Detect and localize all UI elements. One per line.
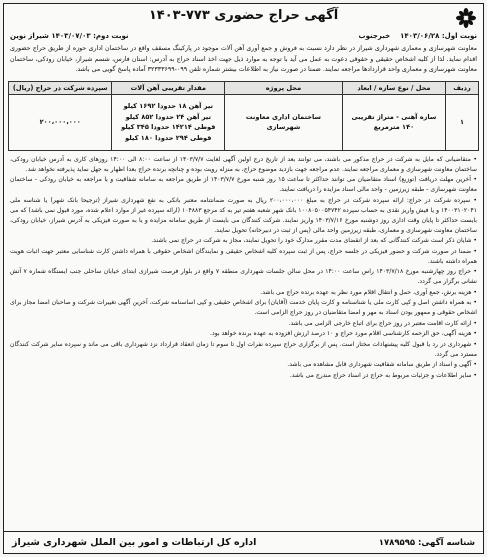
quantity-line: تیر آهن ۲۴ حدودا ۸۵۲ کیلو	[125, 112, 211, 121]
auction-notice	[3, 3, 484, 554]
first-publish-date: نوبت اول: ۱۴۰۳/۰۶/۲۸	[400, 31, 477, 40]
condition-item: • هزینه برش، جمع آوری، حمل و انتقال اقلام مورد نظر به عهده برنده حراج می باشد.	[260, 288, 477, 296]
quantity-line: تیر آهن ۱۸ حدودا ۱۶۹۲ کیلو	[123, 102, 213, 111]
col-row: ردیف	[446, 81, 479, 94]
intro-paragraph: معاونت شهرسازی و معماری شهرداری شیراز در نظر دارد نسبت به فروش و جمع آوری آهن آلات موجود در پارکینگ مسقف واقع در ساختمان اداری حوزه از طریق حراج حضوری اقدام نماید. لذا از کلیه اشخاص حقیقی و حقوقی دعوت به عمل می آید با توجه به موارد ذیل جهت اخذ اسناد حراج به آدرس: استان فارس، شسم شیراز، خیابان رودکی، ساختمان معاونت شهرسازی و معماری واحد قراردادها مراجعه نمایند. ضمنا در صورت نیاز به اطلاعات بیشتر شماره تلفن ۰۹۹-۳۲۳۳۳۶۹۹ آماده پاسخ گویی می باشد.	[10, 45, 477, 74]
quantity-line: قوطی ۱۴۲۱۴ حدودا ۳۴۵ کیلو	[121, 123, 216, 132]
condition-item: • ارائه کارت اقامت معتبر در روز حراج برای اتباع خارجی الزامی می باشد.	[288, 319, 477, 327]
cell-row: ۱	[446, 94, 479, 150]
condition-item: • آخرین مهلت دریافت (توزیع) اسناد متقاضیان می توانند حداکثر تا ساعت ۱۵ روز شنبه مورخ ۱۴۰۳/۷/۷ از طریق مراجعه به سامانه شفافیت و یا مراجعه به خیابان رودکی - ساختمان معاونت شهرسازی - طبقه زیرزمین - واحد مالی اسناد مزایده را دریافت نمایند.	[10, 176, 477, 194]
first-publisher: خبرجنوب	[358, 31, 391, 40]
cell-deposit: ۲۰۰،۰۰۰،۰۰۰	[9, 94, 112, 150]
col-location: محل پروژه	[225, 81, 343, 94]
publisher-org: اداره کل ارتباطات و امور بین الملل شهرداری شیراز	[12, 537, 257, 548]
notice-footer	[4, 531, 483, 553]
condition-item: • متقاضیانی که مایل به شرکت در حراج مذکور می باشند، می توانند بعد از تاریخ درج اولین آگهی لغایت ۱۴۰۳/۷/۷ از ساعت ۸:۰۰ الی ۱۴:۰۰ روزهای کاری به آدرس خیابان رودکی، ساختمان معاونت شهرسازی و معماری مراجعه نمایند. عدم مراجعه جهت بازدید موضوع حراج، به منزله رویت بوده و چنانچه برنده حراج بعدا اظهار به جهل نماید پذیرفته نخواهد شد.	[10, 155, 477, 173]
condition-item: • شهرداری در رد یا قبول کلیه پیشنهادات مختار است. پس از برگزاری حراج سپرده نفرات اول تا سوم تا زمان انعقاد قرارداد نزد شهرداری باقی می ماند و سپرده سایر شرکت کنندگان مسترد می گردد.	[10, 340, 477, 358]
condition-item: • حراج روز چهارشنبه مورخ ۱۴۰۳/۷/۱۸ راس ساعت ۱۴:۰۰ در محل سالن جلسات شهرداری منطقه ۷ واقع در بلوار فرصت شیرازی ابتدای خیابان ساحلی جنب ایستگاه شماره ۷ آتش نشانی برگزار می گردد.	[10, 268, 477, 286]
col-type: محل / نوع سازه / ابعاد	[342, 81, 445, 94]
col-quantity: مقدار تقریبی آهن آلات	[112, 81, 225, 94]
items-table	[8, 81, 479, 151]
col-deposit: سپرده شرکت در حراج (ریال)	[9, 81, 112, 94]
condition-item: • سایر اطلاعات و جزئیات مربوط به حراج در اسناد حراج مندرج می باشد.	[289, 371, 477, 379]
table-header-row	[9, 81, 479, 94]
cell-type: سازه آهنی - متراژ تقریبی ۱۴۰ مترمربع	[342, 94, 445, 150]
notice-title: آگهی حراج حضوری ۷۷۳-۱۴۰۳	[148, 8, 339, 23]
condition-item: • به همراه داشتن اصل و کپی کارت ملی یا شناسنامه و کارت پایان خدمت (آقایان) برای اشخاص حقیقی و کپی اساسنامه شرکت، آخرین آگهی تغییرات شرکت و صاحبان امضا مجاز برای اشخاص حقوقی و ممهور بودن اسناد به مهر و امضا متقاضیان در روز حراج الزامی است.	[10, 299, 477, 317]
publish-info	[4, 30, 483, 42]
second-publisher: شیراز نوین	[10, 31, 49, 40]
condition-item: • شایان ذکر است شرکت کنندگانی که بعد از انقضای مدت مقرر مدارک خود را تحویل نمایند، مجاز به شرکت در حراج نمی باشند.	[151, 237, 477, 245]
ad-number: شناسه آگهی: ۱۷۸۹۵۹۵	[378, 537, 475, 548]
condition-item: • آگهی و اسناد از طریق سامانه شفافیت شهرداری قابل مشاهده می باشد.	[287, 361, 477, 369]
condition-item: • سپرده شرکت در حراج: ارائه سپرده شرکت در حراج به مبلغ ۲۰۰،۰۰۰،۰۰۰ ریال به صورت ضمانتنامه معتبر بانکی به نفع شهرداری شیراز (ترجیحا بانک شهر) یا شناسه ملی ۱۴۰۰۳۱۰۲۰۴۱ و یا فیش واریز نقدی به حساب سپرده ۱۰۰۸۰۵۰۰۵۴۷۴۲ بانک شهر شعبه هفتم تیر به کد مرجع ۱۰۴۸۸۳ (ارائه سپرده غیر از موارد اعلام شده، مورد قبول نمی باشد) که می بایست حداکثر تا پایان وقت اداری روز دوشنبه مورخ ۱۴۰۳/۷/۱۶ واریز نمایند. شرکت کنندگان می بایست از طریق سامانه مزایده و یا به صورت فیزیکی به آدرس شیراز، خیابان رودکی، ساختمان معاونت شهرسازی و معماری، طبقه زیرزمین واحد مالی (پس از ثبت در دبیرخانه) تحویل نمایند.	[10, 196, 478, 234]
notice-header	[4, 4, 483, 30]
cell-quantity	[112, 94, 225, 150]
cell-location: ساختمان اداری معاونت شهرسازی	[225, 94, 343, 150]
condition-item: • هزینه آگهی، حق الزحمه کارشناسی اقلام مورد حراج و ۱۰ درصد ارزش افزوده به عهده برنده خواهد بود.	[210, 330, 477, 338]
second-publish-date: نوبت دوم: ۱۴۰۳/۰۷/۰۳	[51, 31, 129, 40]
condition-item: • ضمنا در صورت شرکت و حضور فیزیکی در جلسه حراج، پس از ثبت سپرده کلیه اشخاص حقیقی و نمایندگان اشخاص حقوقی با همراه داشتن کارت شناسایی معتبر جهت اثبات هویت همراه داشته باشند.	[10, 247, 477, 265]
table-row	[9, 94, 479, 150]
quantity-line: قوطی ۲۹۴ حدودا ۱۸۰ کیلو	[125, 133, 212, 142]
conditions-list	[4, 154, 483, 381]
